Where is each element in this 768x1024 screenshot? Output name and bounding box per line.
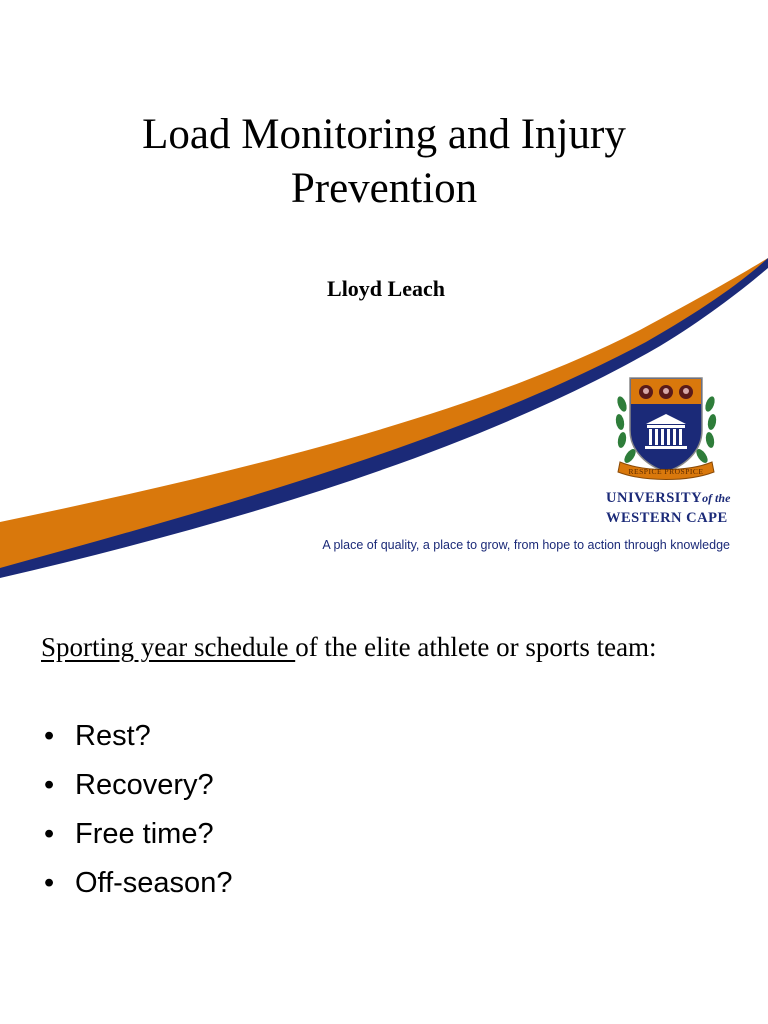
slide-subtitle: [41, 632, 657, 663]
crest-motto: RESPICE PROSPICE: [628, 467, 704, 476]
bullet-item: • Free time?: [42, 810, 232, 859]
slide-title-line-2: Prevention: [290, 165, 478, 212]
slide-title-line-1: Load Monitoring and Injury: [142, 111, 626, 158]
university-name: [606, 488, 736, 528]
university-crest-icon: [614, 374, 718, 486]
bullet-item: • Recovery?: [42, 761, 232, 810]
university-tagline: A place of quality, a place to grow, from hope to action through knowledge: [322, 538, 730, 552]
university-name-line-2: WESTERN CAPE: [606, 510, 728, 526]
author-name: Lloyd Leach: [327, 276, 445, 301]
bullet-item: • Off-season?: [42, 859, 232, 908]
bullet-item: • Rest?: [42, 712, 232, 761]
university-name-part-1: UNIVERSITY: [606, 490, 703, 506]
university-name-part-2: of the: [702, 491, 731, 505]
subtitle-rest: of the elite athlete or sports team:: [295, 632, 657, 662]
bullet-list: [42, 712, 232, 908]
content-slide: [0, 578, 768, 1024]
subtitle-underlined: Sporting year schedule: [41, 632, 296, 662]
slide-title: [0, 108, 768, 216]
